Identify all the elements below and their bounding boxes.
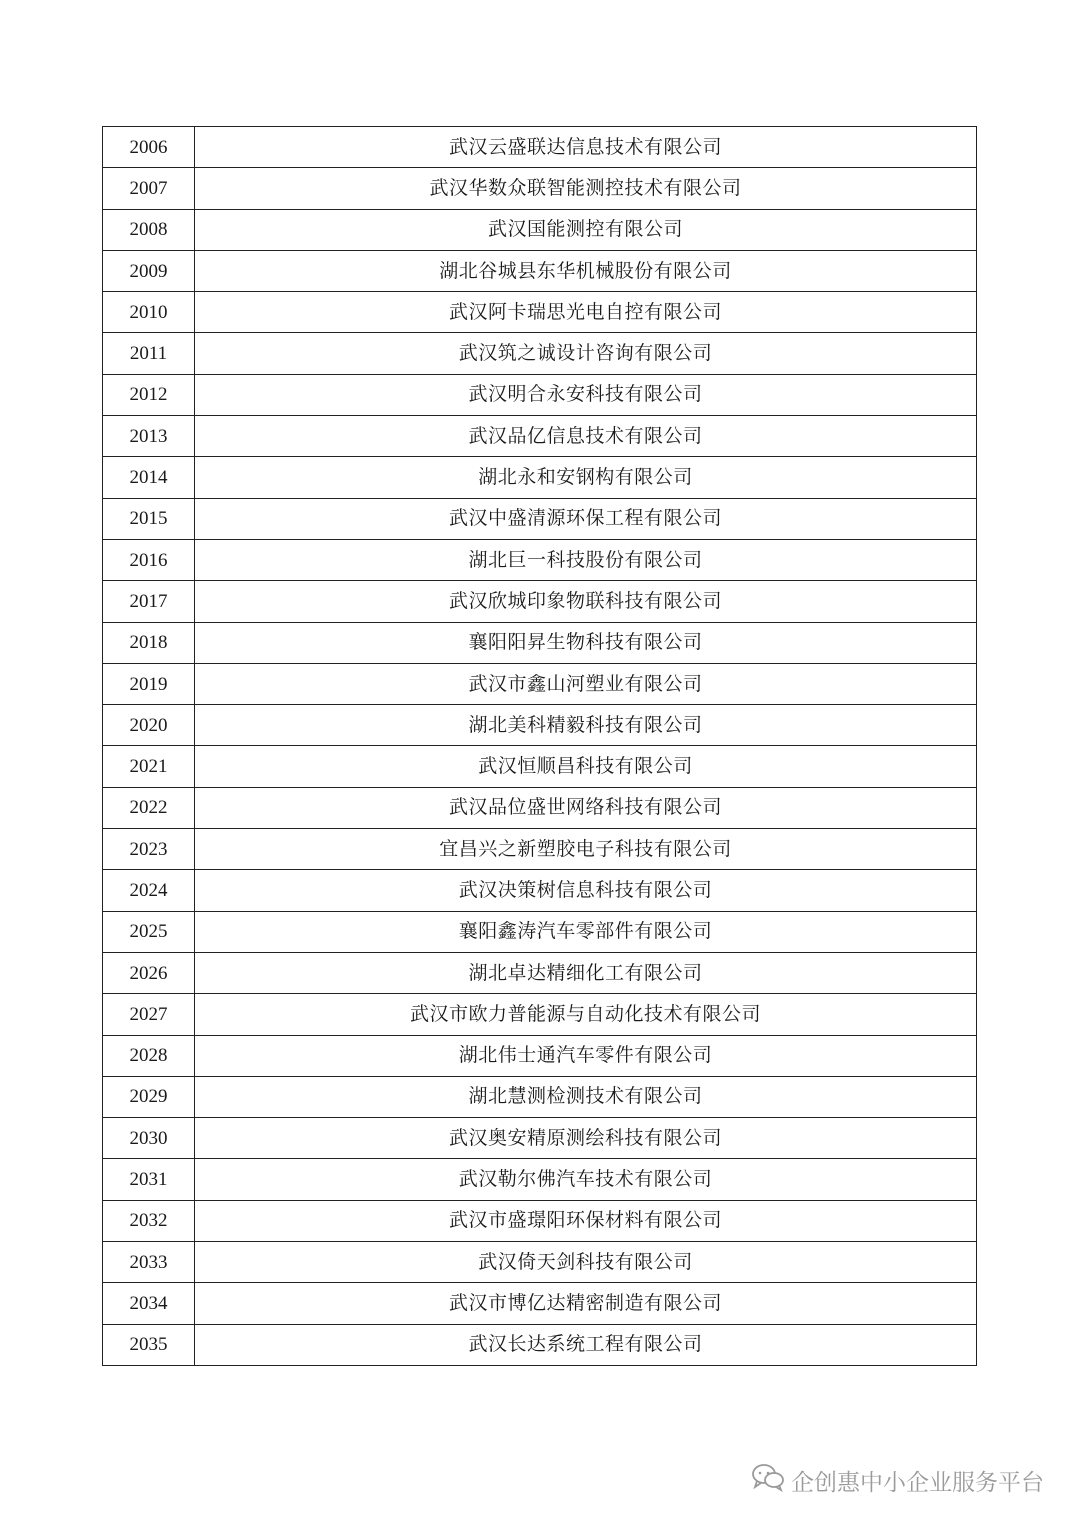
table-row — [103, 127, 977, 168]
table-row — [103, 1283, 977, 1324]
row-number: 2034 — [103, 1283, 195, 1324]
company-name: 襄阳鑫涛汽车零部件有限公司 — [195, 911, 977, 952]
company-name: 湖北卓达精细化工有限公司 — [195, 952, 977, 993]
table-row — [103, 705, 977, 746]
table-row — [103, 1242, 977, 1283]
company-name: 武汉中盛清源环保工程有限公司 — [195, 498, 977, 539]
row-number: 2033 — [103, 1242, 195, 1283]
table-row — [103, 539, 977, 580]
table-row — [103, 333, 977, 374]
table-row — [103, 787, 977, 828]
row-number: 2035 — [103, 1324, 195, 1365]
table-row — [103, 1076, 977, 1117]
row-number: 2017 — [103, 581, 195, 622]
company-name: 武汉云盛联达信息技术有限公司 — [195, 127, 977, 168]
company-name: 武汉市博亿达精密制造有限公司 — [195, 1283, 977, 1324]
company-name: 武汉奥安精原测绘科技有限公司 — [195, 1118, 977, 1159]
company-name: 襄阳阳昇生物科技有限公司 — [195, 622, 977, 663]
row-number: 2010 — [103, 292, 195, 333]
company-list-table — [102, 126, 977, 1366]
table-row — [103, 581, 977, 622]
table-row — [103, 952, 977, 993]
company-name: 武汉决策树信息科技有限公司 — [195, 870, 977, 911]
row-number: 2031 — [103, 1159, 195, 1200]
company-name: 武汉市盛璟阳环保材料有限公司 — [195, 1200, 977, 1241]
row-number: 2029 — [103, 1076, 195, 1117]
row-number: 2021 — [103, 746, 195, 787]
table-row — [103, 829, 977, 870]
row-number: 2011 — [103, 333, 195, 374]
company-name: 湖北巨一科技股份有限公司 — [195, 539, 977, 580]
row-number: 2023 — [103, 829, 195, 870]
watermark — [751, 1462, 1044, 1498]
company-name: 武汉明合永安科技有限公司 — [195, 374, 977, 415]
company-name: 湖北美科精毅科技有限公司 — [195, 705, 977, 746]
row-number: 2019 — [103, 663, 195, 704]
wechat-icon — [751, 1462, 785, 1498]
row-number: 2022 — [103, 787, 195, 828]
row-number: 2012 — [103, 374, 195, 415]
table-row — [103, 168, 977, 209]
table-row — [103, 250, 977, 291]
row-number: 2020 — [103, 705, 195, 746]
row-number: 2016 — [103, 539, 195, 580]
company-name: 武汉市欧力普能源与自动化技术有限公司 — [195, 994, 977, 1035]
row-number: 2006 — [103, 127, 195, 168]
company-name: 湖北谷城县东华机械股份有限公司 — [195, 250, 977, 291]
row-number: 2027 — [103, 994, 195, 1035]
row-number: 2025 — [103, 911, 195, 952]
table-row — [103, 457, 977, 498]
company-name: 武汉筑之诚设计咨询有限公司 — [195, 333, 977, 374]
table-row — [103, 663, 977, 704]
company-name: 武汉长达系统工程有限公司 — [195, 1324, 977, 1365]
table-row — [103, 911, 977, 952]
company-name: 武汉阿卡瑞思光电自控有限公司 — [195, 292, 977, 333]
company-name: 武汉勒尔佛汽车技术有限公司 — [195, 1159, 977, 1200]
table-row — [103, 1035, 977, 1076]
table-row — [103, 416, 977, 457]
row-number: 2018 — [103, 622, 195, 663]
table-row — [103, 994, 977, 1035]
company-name: 湖北永和安钢构有限公司 — [195, 457, 977, 498]
row-number: 2008 — [103, 209, 195, 250]
company-name: 武汉品亿信息技术有限公司 — [195, 416, 977, 457]
watermark-text: 企创惠中小企业服务平台 — [791, 1469, 1044, 1496]
company-name: 武汉恒顺昌科技有限公司 — [195, 746, 977, 787]
row-number: 2028 — [103, 1035, 195, 1076]
table-row — [103, 498, 977, 539]
table-row — [103, 374, 977, 415]
row-number: 2009 — [103, 250, 195, 291]
table-row — [103, 870, 977, 911]
company-name: 武汉市鑫山河塑业有限公司 — [195, 663, 977, 704]
table-row — [103, 209, 977, 250]
table-row — [103, 292, 977, 333]
company-name: 武汉品位盛世网络科技有限公司 — [195, 787, 977, 828]
table-row — [103, 1324, 977, 1365]
row-number: 2015 — [103, 498, 195, 539]
row-number: 2014 — [103, 457, 195, 498]
row-number: 2026 — [103, 952, 195, 993]
company-name: 武汉倚天剑科技有限公司 — [195, 1242, 977, 1283]
table-row — [103, 622, 977, 663]
table-body — [103, 127, 977, 1366]
row-number: 2030 — [103, 1118, 195, 1159]
row-number: 2024 — [103, 870, 195, 911]
company-name: 宜昌兴之新塑胶电子科技有限公司 — [195, 829, 977, 870]
row-number: 2013 — [103, 416, 195, 457]
company-name: 武汉欣城印象物联科技有限公司 — [195, 581, 977, 622]
table-row — [103, 1200, 977, 1241]
table-row — [103, 746, 977, 787]
table-row — [103, 1118, 977, 1159]
row-number: 2007 — [103, 168, 195, 209]
table-row — [103, 1159, 977, 1200]
company-name: 武汉华数众联智能测控技术有限公司 — [195, 168, 977, 209]
company-name: 武汉国能测控有限公司 — [195, 209, 977, 250]
row-number: 2032 — [103, 1200, 195, 1241]
company-name: 湖北慧测检测技术有限公司 — [195, 1076, 977, 1117]
company-name: 湖北伟士通汽车零件有限公司 — [195, 1035, 977, 1076]
